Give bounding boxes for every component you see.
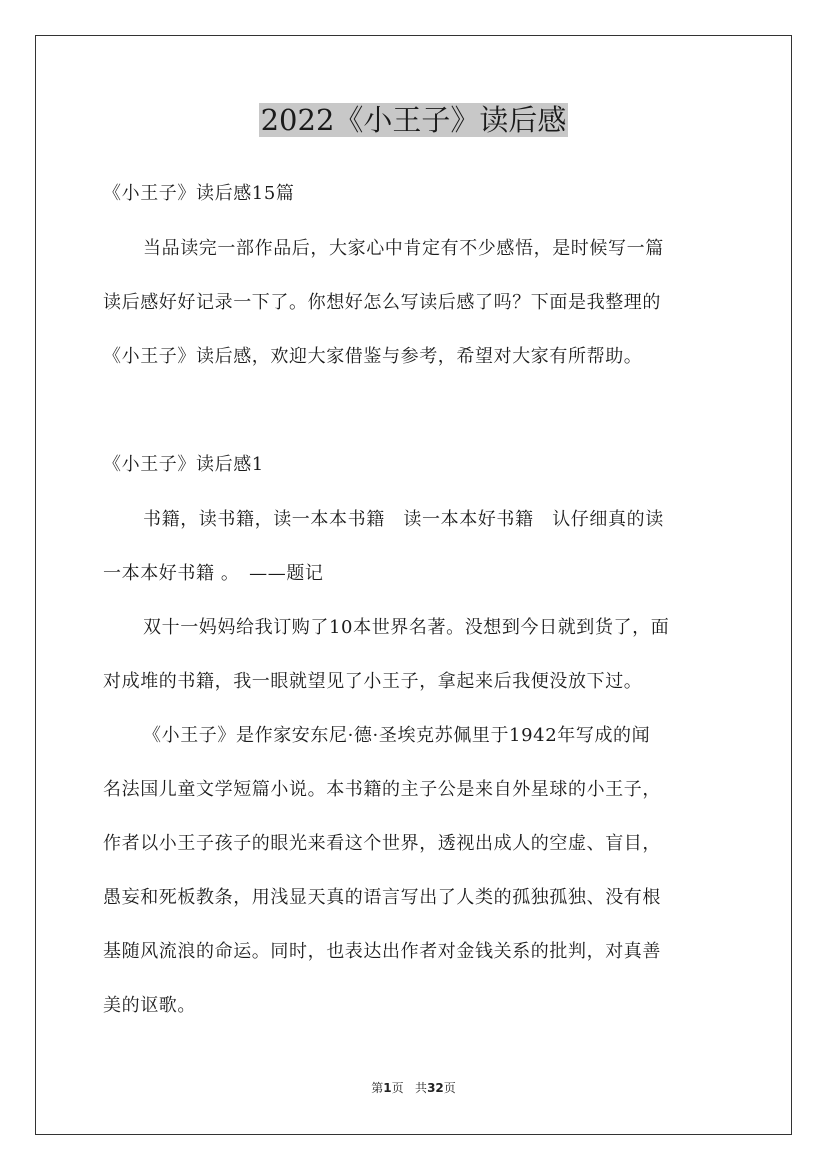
paragraph-2-line-4: 愚妄和死板教条，用浅显天真的语言写出了人类的孤独孤独、没有根 [103, 887, 661, 908]
paragraph-2-line-6: 美的讴歌。 [103, 995, 196, 1016]
intro-line-3: 《小王子》读后感，欢迎大家借鉴与参考，希望对大家有所帮助。 [103, 346, 643, 367]
intro-line-1: 当品读完一部作品后，大家心中肯定有不少感悟，是时候写一篇 [143, 238, 664, 259]
document-title-text: 2022《小王子》读后感 [260, 103, 567, 137]
footer-page-prefix: 第 [371, 1081, 384, 1095]
paragraph-2-line-2: 名法国儿童文学短篇小说。本书籍的主子公是来自外星球的小王子， [103, 779, 661, 800]
footer-page-suffix: 页 [391, 1081, 404, 1095]
epigraph-line-1: 书籍，读书籍，读一本本书籍 读一本本好书籍 认仔细真的读 [143, 509, 664, 530]
page-footer [0, 1080, 827, 1096]
paragraph-2-line-5: 基随风流浪的命运。同时，也表达出作者对金钱关系的批判，对真善 [103, 941, 661, 962]
footer-total-prefix: 共 [415, 1081, 428, 1095]
subheading-collection: 《小王子》读后感15篇 [103, 183, 295, 204]
subheading-essay-1: 《小王子》读后感1 [103, 454, 264, 475]
paragraph-1-line-2: 对成堆的书籍，我一眼就望见了小王子，拿起来后我便没放下过。 [103, 671, 643, 692]
footer-total-pages: 32 [427, 1081, 444, 1095]
intro-line-2: 读后感好好记录一下了。你想好怎么写读后感了吗？下面是我整理的 [103, 292, 661, 313]
paragraph-1-line-1: 双十一妈妈给我订购了10本世界名著。没想到今日就到货了，面 [143, 617, 670, 638]
epigraph-line-2: 一本本好书籍 。 ——题记 [103, 563, 324, 584]
footer-page-number: 1 [383, 1081, 392, 1095]
paragraph-2-line-1: 《小王子》是作家安东尼·德·圣埃克苏佩里于1942年写成的闻 [143, 725, 651, 746]
paragraph-2-line-3: 作者以小王子孩子的眼光来看这个世界，透视出成人的空虚、盲目， [103, 833, 661, 854]
document-title [0, 100, 827, 140]
footer-total-suffix: 页 [443, 1081, 456, 1095]
